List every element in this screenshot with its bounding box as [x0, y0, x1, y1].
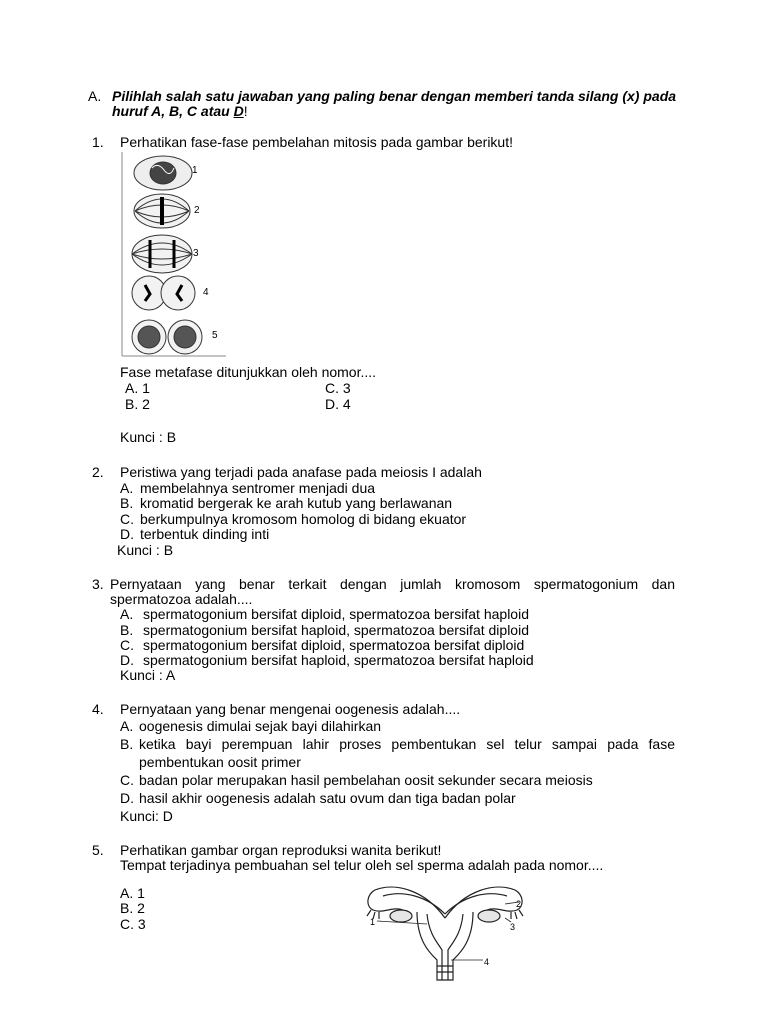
q1-key: Kunci : B	[120, 429, 177, 445]
q3-option-b-letter: B.	[120, 622, 134, 638]
instruction-line-2-suffix: !	[243, 103, 248, 119]
q5-figure-label-4: 4	[484, 957, 490, 967]
q4-stem: Pernyataan yang benar mengenai oogenesis adalah....	[120, 701, 461, 717]
instruction-line-2-prefix: huruf A, B, C atau	[112, 103, 234, 119]
q1-figure-label-5: 5	[212, 330, 218, 341]
q2-stem: Peristiwa yang terjadi pada anafase pada meiosis I adalah	[120, 464, 482, 480]
q2-option-a-letter: A.	[120, 480, 134, 496]
q4-option-d-text: hasil akhir oogenesis adalah satu ovum dan tiga badan polar	[139, 790, 516, 806]
q1-figure-label-1: 1	[192, 165, 198, 176]
q3-option-c-letter: C.	[120, 637, 134, 653]
q3-number: 3.	[92, 576, 104, 592]
q3-option-d-letter: D.	[120, 652, 134, 668]
q5-stem-line-2: Tempat terjadinya pembuahan sel telur oleh sel sperma adalah pada nomor....	[120, 857, 604, 873]
q5-option-b: B. 2	[120, 900, 145, 916]
q4-option-a-letter: A.	[120, 718, 134, 734]
q3-stem-line-2: spermatozoa adalah....	[110, 591, 253, 607]
q2-option-a-text: membelahnya sentromer menjadi dua	[140, 480, 376, 496]
q2-option-b-text: kromatid bergerak ke arah kutub yang berlawanan	[140, 495, 453, 511]
section-letter: A.	[88, 88, 102, 104]
q1-stem: Perhatikan fase-fase pembelahan mitosis pada gambar berikut!	[120, 134, 513, 150]
q4-key: Kunci: D	[120, 808, 173, 824]
q3-option-a-letter: A.	[120, 606, 134, 622]
q5-figure-label-2: 2	[516, 899, 522, 909]
q4-option-c-letter: C.	[120, 772, 134, 788]
q1-option-b: B. 2	[125, 396, 150, 412]
female-reproductive-organ-figure	[365, 880, 525, 990]
q1-option-c: C. 3	[325, 380, 351, 396]
q2-number: 2.	[92, 464, 104, 480]
q4-option-b-continuation: pembentukan oosit primer	[139, 754, 301, 770]
q5-option-c: C. 3	[120, 916, 146, 932]
q4-option-c-text: badan polar merupakan hasil pembelahan oosit sekunder secara meiosis	[139, 772, 593, 788]
q2-option-d-letter: D.	[120, 526, 134, 542]
q5-option-a: A. 1	[120, 885, 145, 901]
q3-option-b-text: spermatogonium bersifat haploid, spermatozoa bersifat diploid	[143, 622, 529, 638]
q3-key: Kunci : A	[120, 667, 176, 683]
q5-figure-label-1: 1	[370, 917, 376, 927]
q4-option-d-letter: D.	[120, 790, 134, 806]
q2-option-b-letter: B.	[120, 495, 134, 511]
q1-figure-label-4: 4	[203, 287, 209, 298]
q4-number: 4.	[92, 701, 104, 717]
q2-option-c-text: berkumpulnya kromosom homolog di bidang ekuator	[140, 511, 467, 527]
instruction-line-2	[112, 103, 248, 119]
q5-number: 5.	[92, 842, 104, 858]
q1-number: 1.	[92, 134, 104, 150]
q2-option-c-letter: C.	[120, 511, 134, 527]
q3-option-c-text: spermatogonium bersifat diploid, spermatozoa bersifat diploid	[143, 637, 525, 653]
q1-figure-label-2: 2	[194, 205, 200, 216]
q1-option-d: D. 4	[325, 396, 351, 412]
q5-stem-line-1: Perhatikan gambar organ reproduksi wanita berikut!	[120, 842, 442, 858]
q1-figure-label-3: 3	[193, 248, 199, 259]
q5-figure-label-3: 3	[510, 922, 516, 932]
q3-option-a-text: spermatogonium bersifat diploid, spermatozoa bersifat haploid	[143, 606, 529, 622]
q1-option-a: A. 1	[125, 380, 150, 396]
instruction-line-1: Pilihlah salah satu jawaban yang paling benar dengan memberi tanda silang (x) pada	[112, 88, 677, 104]
q4-option-b-letter: B.	[120, 736, 134, 752]
q3-stem-line-1: Pernyataan yang benar terkait dengan jumlah kromosom spermatogonium dan	[110, 576, 675, 592]
q2-option-d-text: terbentuk dinding inti	[140, 526, 270, 542]
q4-option-a-text: oogenesis dimulai sejak bayi dilahirkan	[139, 718, 382, 734]
q4-option-b-text: ketika bayi perempuan lahir proses pembentukan sel telur sampai pada fase	[139, 736, 675, 752]
q3-option-d-text: spermatogonium bersifat haploid, spermatozoa bersifat haploid	[143, 652, 534, 668]
q1-question: Fase metafase ditunjukkan oleh nomor....	[120, 364, 377, 380]
q2-key: Kunci : B	[117, 542, 174, 558]
instruction-letter-d: D	[233, 103, 244, 119]
